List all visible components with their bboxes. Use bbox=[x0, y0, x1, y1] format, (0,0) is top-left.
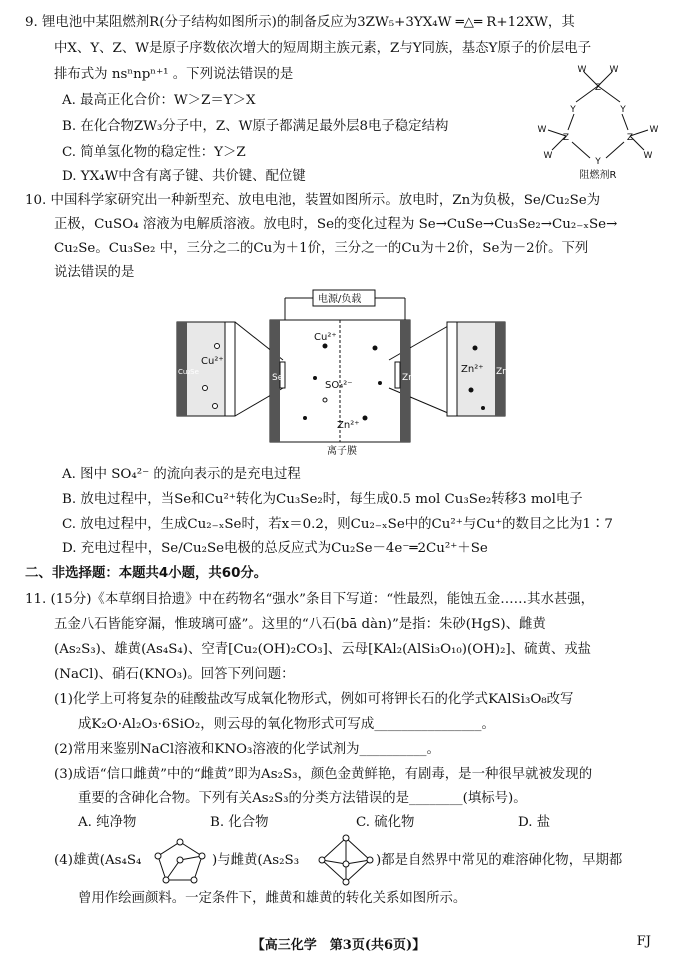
membrane-label: 离子膜 bbox=[327, 446, 357, 457]
q11-stem-line1: 11. (15分)《本草纲目拾遗》中在药物名“强水”条目下写道：“性最烈，能蚀五金……其水甚强， bbox=[25, 592, 595, 607]
atom-w: W bbox=[643, 151, 653, 161]
zn-zoom-label: Zn bbox=[496, 367, 508, 377]
q11-part4-text-b: )与雌黄(As₂S₃ bbox=[212, 853, 300, 868]
q11-stem-line4: (NaCl)、硝石(KNO₃)。回答下列问题： bbox=[54, 667, 295, 682]
cu-ion-label: Cu²⁺ bbox=[314, 332, 337, 343]
flame-retardant-r-structure bbox=[528, 64, 668, 184]
zn-ion-zoom-label: Zn²⁺ bbox=[461, 364, 484, 375]
atom-y-bottom: Y bbox=[595, 157, 601, 167]
q10-stem-line4: 说法错误的是 bbox=[54, 265, 135, 280]
q9-option-c: C. 简单氢化物的稳定性：Y＞Z bbox=[62, 145, 246, 160]
atom-w: W bbox=[537, 125, 547, 135]
q11-option-a: A. 纯净物 bbox=[78, 815, 137, 830]
q9-option-d: D. YX₄W中含有离子键、共价键、配位键 bbox=[62, 169, 306, 184]
q11-stem-line2: 五金八石皆能穿漏，惟玻璃可盛”。这里的“八石(bā dàn)”是指：朱砂(HgS)、雌黄 bbox=[54, 617, 546, 632]
q11-stem-line3: (As₂S₃)、雄黄(As₄S₄)、空青[Cu₂(OH)₂CO₃]、云母[KAl₂(AlSi₃O₁₀)(OH)₂]、硫黄、戎盐 bbox=[54, 642, 592, 657]
se-electrode-label: Se bbox=[272, 373, 284, 383]
power-load-label: 电源/负载 bbox=[318, 294, 362, 305]
sulfate-label: SO₄²⁻ bbox=[325, 380, 353, 391]
q11-part4-text-a: (4)雄黄(As₄S₄ bbox=[54, 853, 142, 868]
q11-part3-line1: (3)成语“信口雌黄”中的“雌黄”即为As₂S₃，颜色金黄鲜艳，有剧毒，是一种很早就被发现的 bbox=[54, 767, 593, 782]
q10-stem-line3: Cu₂Se。Cu₃Se₂ 中，三分之二的Cu为＋1价，三分之一的Cu为＋2价，Se为－2价。下列 bbox=[54, 241, 589, 256]
cu2se-zoom-label: Cu₂Se bbox=[178, 368, 199, 376]
q11-part2: (2)常用来鉴别NaCl溶液和KNO₃溶液的化学试剂为__________。 bbox=[54, 742, 440, 757]
q11-part4-text-d: 曾用作绘画颜料。一定条件下，雌黄和雄黄的转化关系如图所示。 bbox=[78, 891, 467, 906]
q11-option-c: C. 硫化物 bbox=[356, 815, 415, 830]
q9-stem-line1: 9. 锂电池中某阻燃剂R(分子结构如图所示)的制备反应为3ZW₅+3YX₄W ═△═ R+12XW，其 bbox=[25, 15, 575, 30]
orpiment-structure bbox=[318, 834, 374, 886]
atom-w: W bbox=[577, 65, 587, 75]
q9-option-a: A. 最高正化合价：W＞Z＝Y＞X bbox=[62, 93, 256, 108]
q10-option-a: A. 图中 SO₄²⁻ 的流向表示的是充电过程 bbox=[62, 467, 301, 482]
q11-option-d: D. 盐 bbox=[518, 815, 551, 830]
footer-page-info: 【高三化学 第3页(共6页)】 bbox=[251, 938, 426, 953]
q10-stem-line1: 10. 中国科学家研究出一种新型充、放电电池，装置如图所示。放电时，Zn为负极，Se/Cu₂Se为 bbox=[25, 193, 601, 208]
atom-z-top: Z bbox=[594, 83, 602, 93]
atom-z-left: Z bbox=[562, 133, 570, 143]
structure-caption: 阻燃剂R bbox=[579, 170, 617, 181]
q11-option-b: B. 化合物 bbox=[210, 815, 269, 830]
atom-y-right: Y bbox=[620, 105, 626, 115]
atom-w: W bbox=[609, 65, 619, 75]
q11-part4-text-c: )都是自然界中常见的难溶砷化物，早期都 bbox=[376, 853, 623, 868]
battery-diagram bbox=[175, 288, 515, 458]
footer-code: FJ bbox=[636, 934, 651, 949]
q10-option-b: B. 放电过程中，当Se和Cu²⁺转化为Cu₃Se₂时，每生成0.5 mol Cu₃Se₂转移3 mol电子 bbox=[62, 492, 583, 507]
q9-stem-line2: 中X、Y、Z、W是原子序数依次增大的短周期主族元素，Z与Y同族，基态Y原子的价层电子 bbox=[54, 41, 592, 56]
q11-part3-line2: 重要的含砷化合物。下列有关As₂S₃的分类方法错误的是________(填标号)。 bbox=[78, 791, 527, 806]
atom-z-right: Z bbox=[626, 133, 634, 143]
atom-y-left: Y bbox=[570, 105, 576, 115]
zn-electrode-label: Zn bbox=[402, 373, 414, 383]
section-heading: 二、非选择题：本题共4小题，共60分。 bbox=[25, 566, 268, 581]
q10-stem-line2: 正极，CuSO₄ 溶液为电解质溶液。放电时，Se的变化过程为 Se→CuSe→Cu₃Se₂→Cu₂₋ₓSe→ bbox=[54, 217, 618, 232]
q9-option-b: B. 在化合物ZW₃分子中，Z、W原子都满足最外层8电子稳定结构 bbox=[62, 119, 449, 134]
atom-w: W bbox=[649, 125, 659, 135]
atom-w: W bbox=[543, 151, 553, 161]
q9-stem-line3: 排布式为 nsⁿnpⁿ⁺¹ 。下列说法错误的是 bbox=[54, 67, 294, 82]
cu-ion-zoom-label: Cu²⁺ bbox=[201, 356, 224, 367]
q11-part1-line2: 成K₂O·Al₂O₃·6SiO₂，则云母的氧化物形式可写成________________。 bbox=[78, 717, 495, 732]
zn-ion-label: Zn²⁺ bbox=[337, 420, 360, 431]
q10-option-c: C. 放电过程中，生成Cu₂₋ₓSe时，若x＝0.2，则Cu₂₋ₓSe中的Cu²⁺与Cu⁺的数目之比为1∶7 bbox=[62, 517, 613, 532]
q10-option-d: D. 充电过程中，Se/Cu₂Se电极的总反应式为Cu₂Se－4e⁻═2Cu²⁺＋Se bbox=[62, 541, 488, 556]
q11-part1-line1: (1)化学上可将复杂的硅酸盐改写成氧化物形式，例如可将钾长石的化学式KAlSi₃O₈改写 bbox=[54, 692, 574, 707]
realgar-structure bbox=[150, 836, 210, 886]
